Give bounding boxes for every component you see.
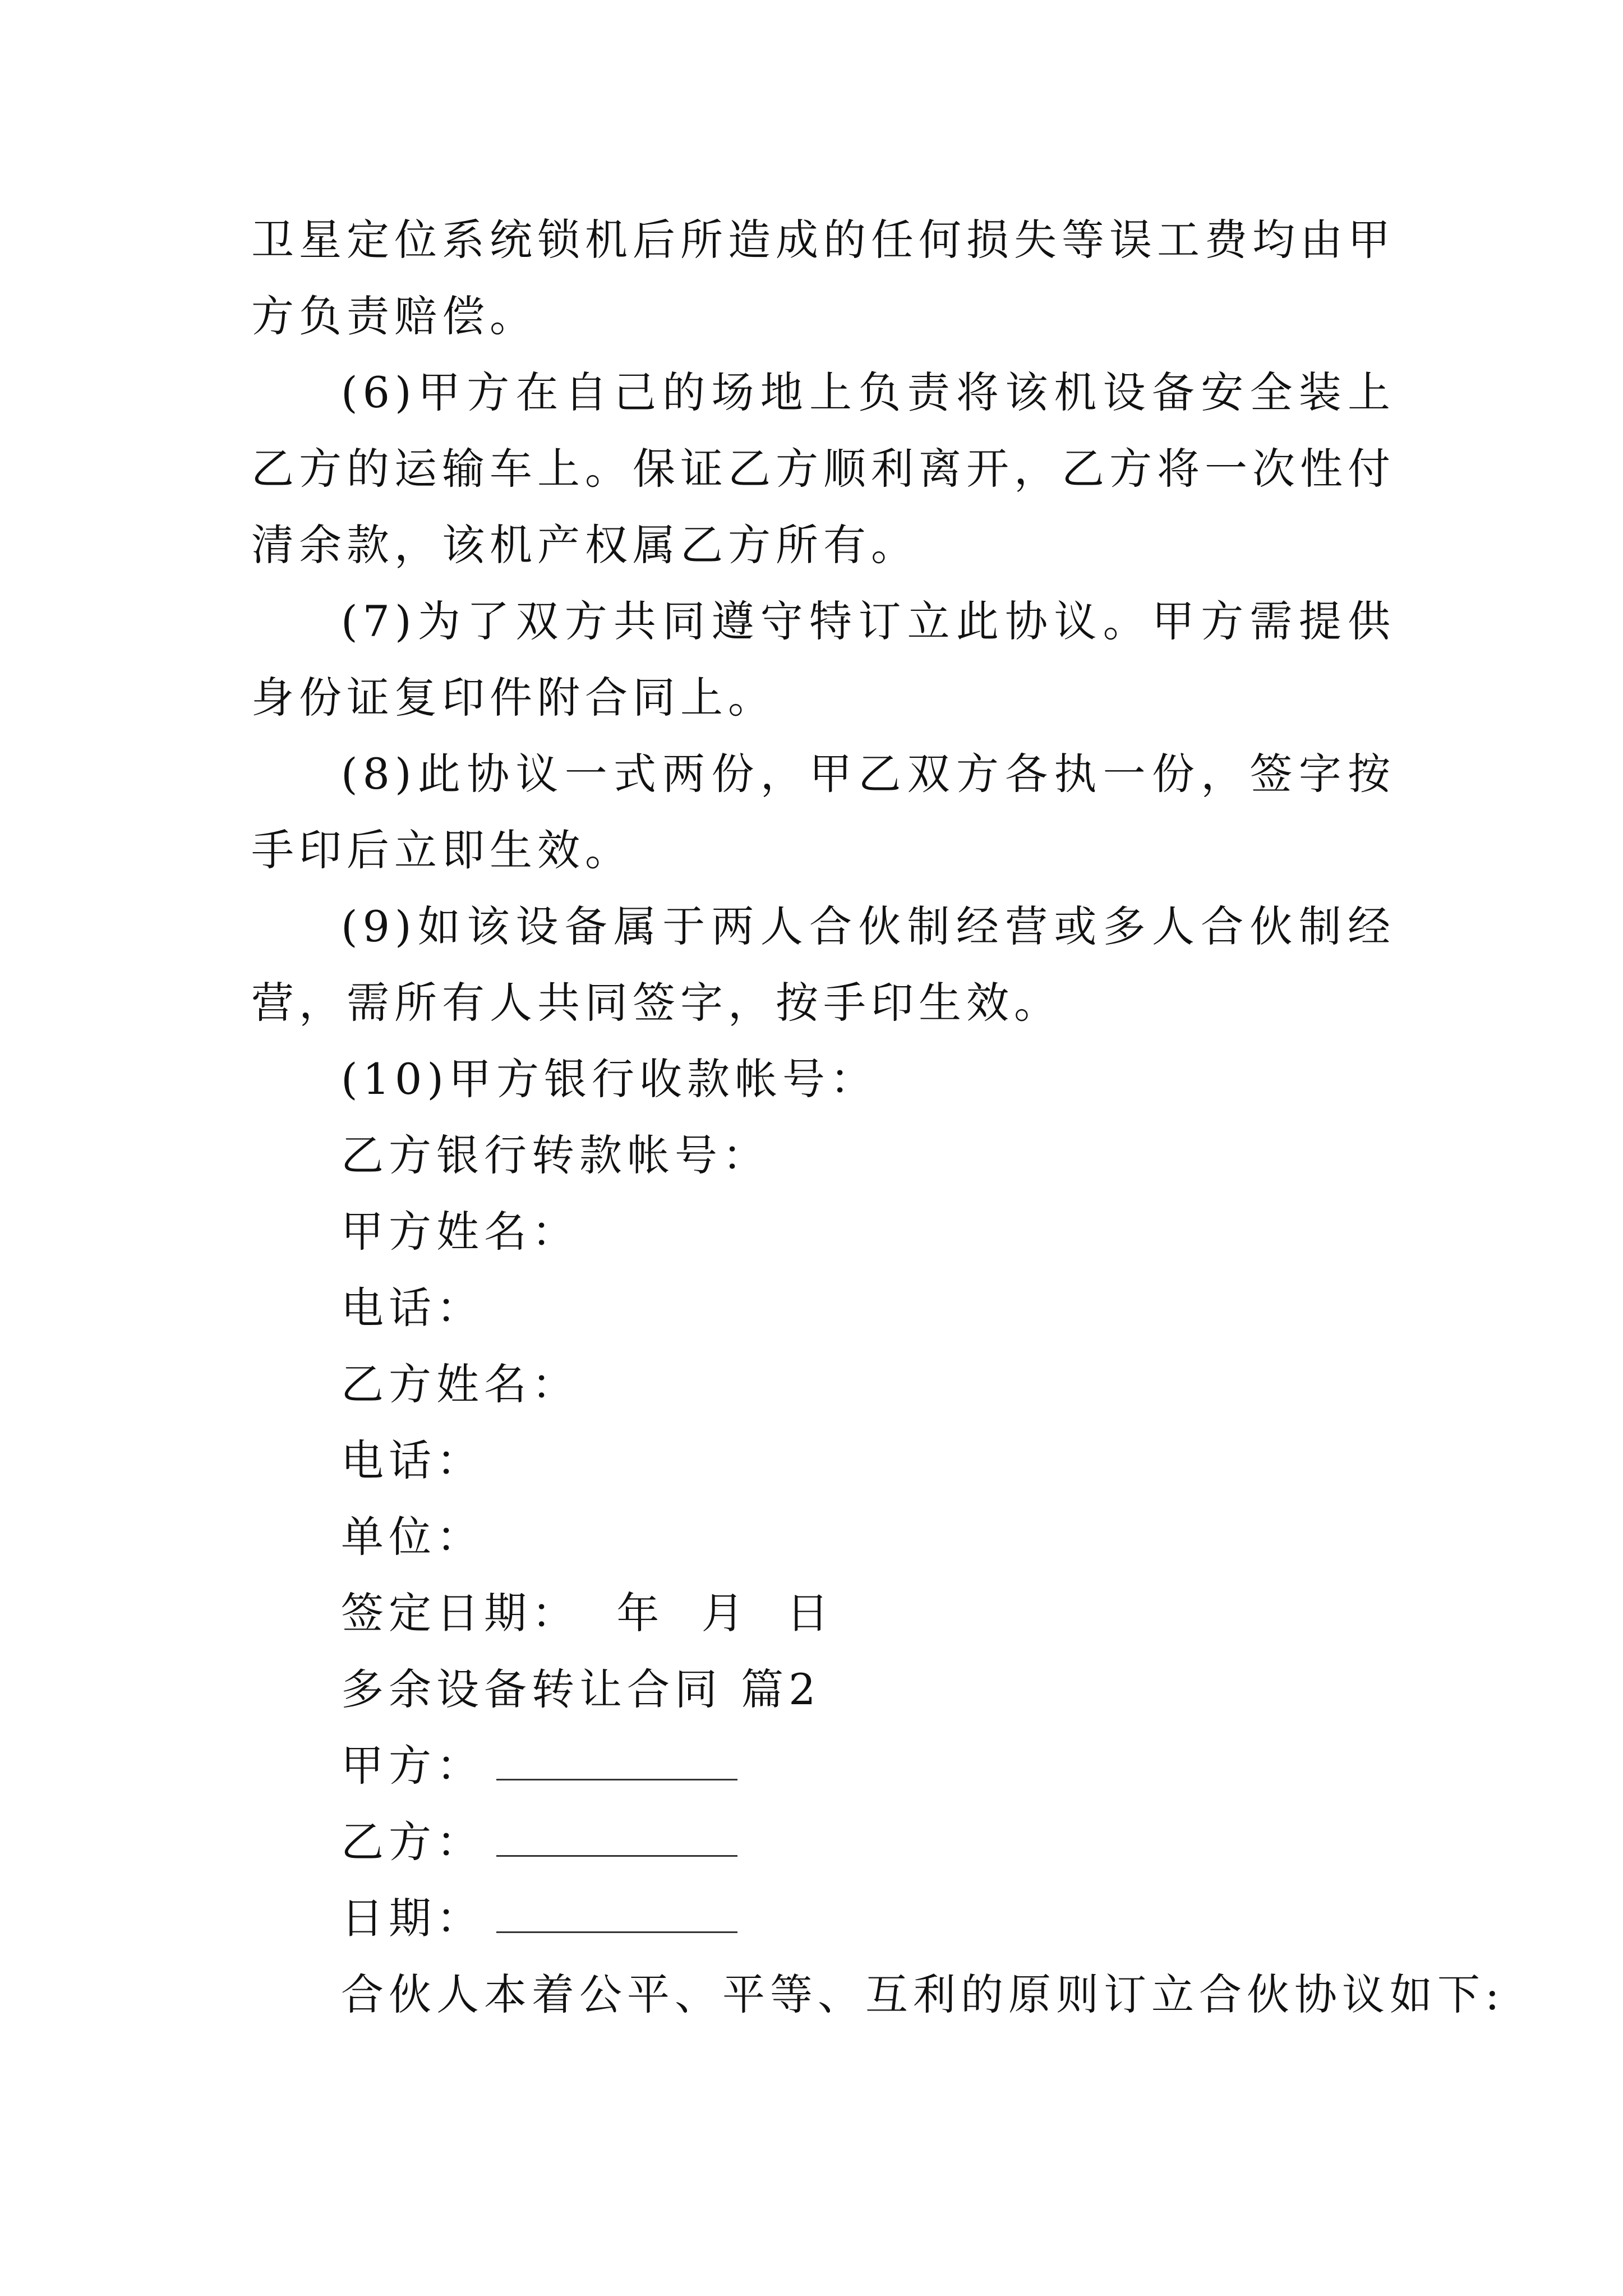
date-label: 日期： [341, 1893, 484, 1943]
unit-field: 单位： [341, 1512, 484, 1562]
clause-7: (7)为了双方共同遵守特订立此协议。甲方需提供身份证复印件附合同上。 [251, 596, 1395, 723]
clause-9: (9)如该设备属于两人合伙制经营或多人合伙制经营，需所有人共同签字，按手印生效。 [251, 901, 1395, 1028]
section-2-party-a [251, 1728, 1395, 1804]
party-b-blank [496, 1821, 737, 1857]
party-b-name: 乙方姓名： [341, 1359, 579, 1409]
clause-6: (6)甲方在自己的场地上负责将该机设备安全装上乙方的运输车上。保证乙方顺利离开，乙方将一次性付清余款，该机产权属乙方所有。 [251, 367, 1395, 570]
date-blank [496, 1898, 737, 1933]
party-a-blank [496, 1745, 737, 1780]
party-b-phone: 电话： [341, 1435, 484, 1485]
section-2-date [251, 1880, 1395, 1957]
party-a-name: 甲方姓名： [341, 1207, 579, 1257]
party-b-bank-account: 乙方银行转款帐号： [341, 1130, 770, 1180]
paragraph-continuation: 卫星定位系统锁机后所造成的任何损失等误工费均由甲方负责赔偿。 [251, 215, 1395, 341]
section-2-intro: 合伙人本着公平、平等、互利的原则订立合伙协议如下: [341, 1970, 1505, 2019]
party-b-label: 乙方： [341, 1817, 484, 1867]
party-a-label: 甲方： [341, 1741, 484, 1791]
section-2-party-b [251, 1804, 1395, 1880]
document-body [251, 202, 1505, 2033]
party-a-phone: 电话： [341, 1283, 484, 1333]
clause-8: (8)此协议一式两份，甲乙双方各执一份，签字按手印后立即生效。 [251, 749, 1395, 875]
signing-date: 签定日期： 年 月 日 [341, 1588, 834, 1638]
section-2-title: 多余设备转让合同 篇2 [341, 1664, 821, 1714]
party-a-bank-account: (10)甲方银行收款帐号： [341, 1054, 878, 1104]
